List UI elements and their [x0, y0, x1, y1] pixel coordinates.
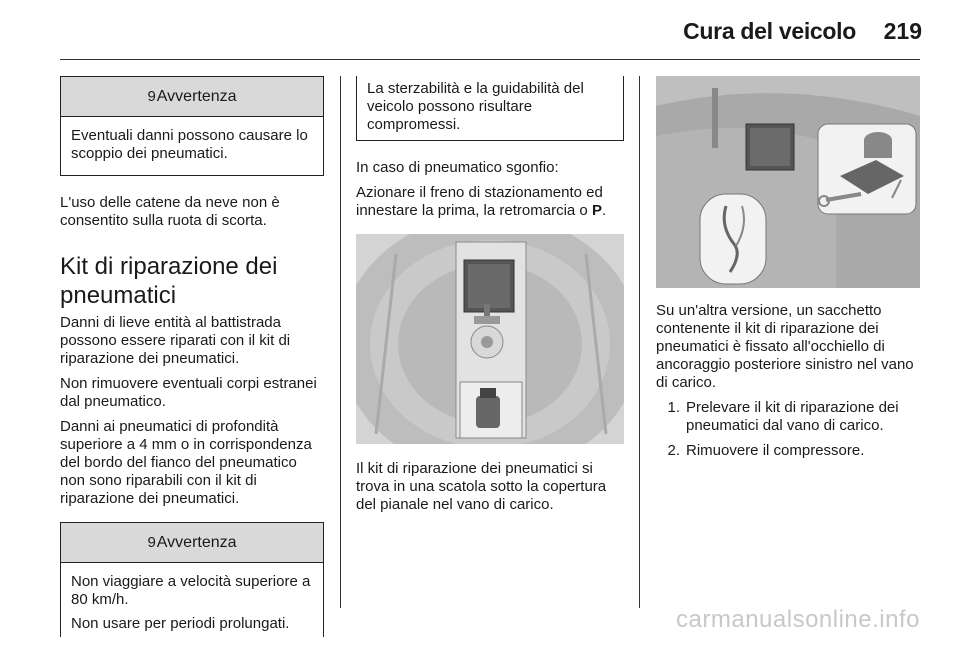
- paragraph-flat-tyre: In caso di pneumatico sgonfio:: [356, 159, 559, 176]
- paragraph-foreign-objects: Non rimuovere eventuali corpi estranei dal pneumatico.: [60, 375, 317, 410]
- warning-box-2: [60, 522, 324, 637]
- warning-title: Avvertenza: [156, 87, 237, 105]
- warning-text-steering: La sterzabilità e la guidabilità del veicolo possono risultare compromessi.: [367, 80, 584, 133]
- paragraph-deep-damage: Danni ai pneumatici di profondità superiore a 4 mm o in corrispondenza del bordo del fianco del pneumatico non sono riparabili con il kit di riparazione dei pneumatici.: [60, 418, 312, 507]
- column-3: [656, 76, 920, 467]
- warning-box-1: [60, 76, 324, 176]
- warning-header: [61, 523, 323, 563]
- page-number: 219: [883, 18, 922, 44]
- figure-caption: Il kit di riparazione dei pneumatici si trova in una scatola sotto la copertura del pianale nel vano di carico.: [356, 460, 607, 513]
- paragraph-minor-damage: Danni di lieve entità al battistrada possono essere riparati con il kit di riparazione dei pneumatici.: [60, 314, 291, 367]
- column-divider-1: [340, 76, 341, 608]
- warning-icon: 9: [147, 88, 156, 105]
- list-item: [656, 399, 920, 435]
- step-text: Prelevare il kit di riparazione dei pneumatici dal vano di carico.: [686, 399, 899, 434]
- column-2: [356, 76, 624, 521]
- warning-text-speed: Non viaggiare a velocità superiore a 80 km/h.: [71, 573, 311, 608]
- warning-header: [61, 77, 323, 117]
- paragraph-repair-kit-bag: Su un'altra versione, un sacchetto contenente il kit di riparazione dei pneumatici è fissato all'occhiello di ancoraggio posteriore sinistro nel vano di carico.: [656, 302, 914, 391]
- illustration-spare-wheel-well: [356, 234, 624, 444]
- figure-repair-kit-underfloor: [356, 234, 624, 444]
- column-divider-2: [639, 76, 640, 608]
- warning-icon: 9: [147, 534, 156, 551]
- warning-title: Avvertenza: [156, 533, 237, 551]
- step-number: 1.: [667, 399, 680, 416]
- instruction-list: [656, 399, 920, 460]
- figure-repair-kit-bag: [656, 76, 920, 288]
- step-text: Rimuovere il compressore.: [686, 442, 865, 459]
- column-1: [60, 76, 324, 649]
- warning-text: Eventuali danni possono causare lo scoppio dei pneumatici.: [71, 127, 308, 162]
- warning-text-duration: Non usare per periodi prolungati.: [71, 615, 290, 632]
- step-number: 2.: [667, 442, 680, 459]
- illustration-cargo-area: [656, 76, 920, 288]
- header-divider: [60, 59, 920, 60]
- paragraph-snow-chains: L'uso delle catene da neve non è consentito sulla ruota di scorta.: [60, 194, 280, 229]
- warning-box-continued: [356, 76, 624, 141]
- list-item: [656, 442, 920, 460]
- paragraph-parking-brake: Azionare il freno di stazionamento ed innestare la prima, la retromarcia o P.: [356, 184, 607, 219]
- section-heading: Kit di riparazione dei pneumatici: [60, 253, 278, 309]
- watermark: carmanualsonline.info: [676, 606, 920, 633]
- section-title: Cura del veicolo: [683, 18, 856, 44]
